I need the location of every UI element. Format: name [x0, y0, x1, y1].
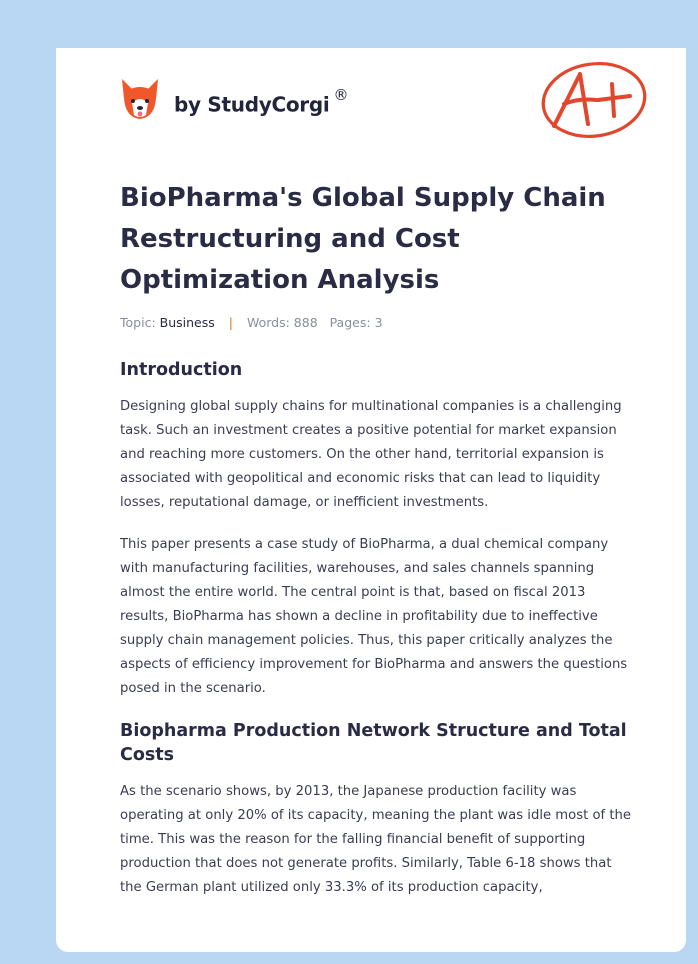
pages-value: 3 — [374, 315, 383, 330]
brand-name: by StudyCorgi ® — [174, 85, 349, 117]
article-meta — [120, 315, 632, 330]
header — [56, 48, 686, 148]
paragraph: Designing global supply chains for multinational companies is a challenging task. Such an investment creates a positive potential for market expansion and reaching more customers. On the other hand, territorial expansion is associated with geopolitical and economic risks that can lead to liquidity losses, reputational damage, or inefficient investments. — [120, 399, 622, 510]
words-value: 888 — [293, 315, 318, 330]
page-title: BioPharma's Global Supply Chain Restructuring and Cost Optimization Analysis — [120, 183, 606, 295]
a-plus-grade-icon — [538, 58, 650, 146]
pages-label: Pages: — [329, 315, 371, 330]
document-card — [56, 48, 686, 952]
registered-mark: ® — [333, 85, 349, 104]
section-heading-introduction: Introduction — [120, 360, 243, 380]
paragraph: As the scenario shows, by 2013, the Japanese production facility was operating at only 20% of its capacity, meaning the plant was idle most of the time. This was the reason for the falling financial benefit of supporting production that does not generate profits. Similarly, Table 6-18 shows that the German plant utilized only 33.3% of its production capacity, — [120, 784, 631, 895]
corgi-logo-icon — [120, 77, 160, 121]
topic-label: Topic: — [120, 315, 156, 330]
paragraph: This paper presents a case study of BioPharma, a dual chemical company with manufacturing facilities, warehouses, and sales channels spanning almost the entire world. The central point is that, based on fiscal 2013 results, BioPharma has shown a decline in profitability due to ineffective supply chain management policies. Thus, this paper critically analyzes the aspects of efficiency improvement for BioPharma and answers the questions posed in the scenario. — [120, 537, 628, 696]
section-heading-production-network: Biopharma Production Network Structure and Total Costs — [120, 721, 627, 765]
words-label: Words: — [246, 315, 290, 330]
article — [120, 178, 632, 900]
studycorgi-logo[interactable] — [120, 74, 348, 124]
meta-separator: | — [228, 315, 233, 330]
topic-link[interactable]: Business — [159, 315, 215, 330]
